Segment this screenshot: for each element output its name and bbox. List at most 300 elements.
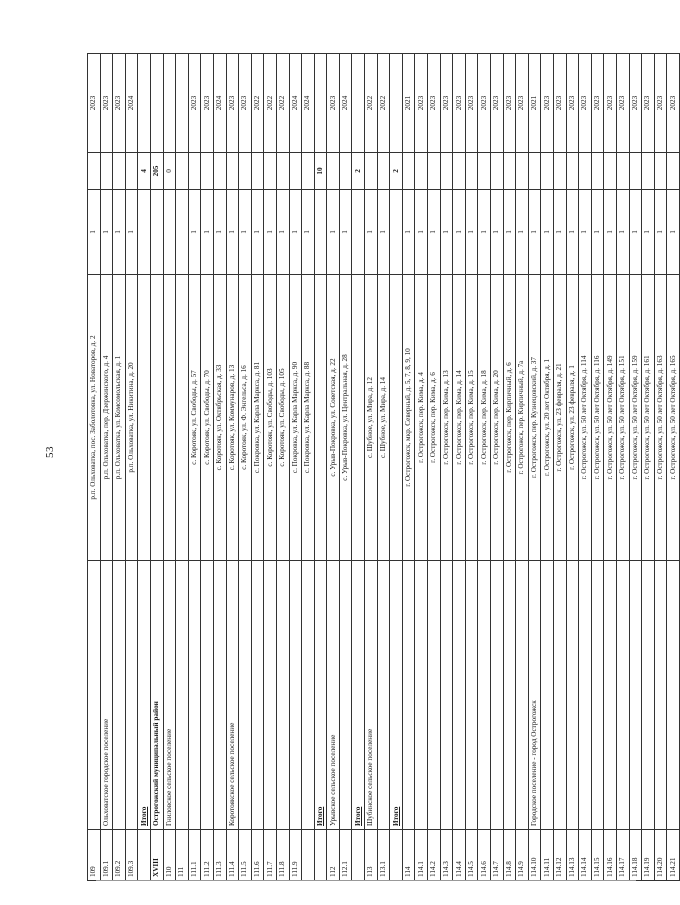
settlement-name-cell: [188, 561, 201, 830]
total-cell: [516, 153, 529, 190]
count-cell: 1: [667, 190, 680, 275]
row-number-cell: 114.17: [616, 830, 629, 881]
total-cell: 10: [314, 153, 327, 190]
settlement-name-cell: Урывское сельское поселение: [327, 561, 340, 830]
settlement-name-cell: Коротоякское сельское поселение: [226, 561, 239, 830]
table-row: [150, 54, 163, 881]
settlement-name-cell: [566, 561, 579, 830]
count-cell: 1: [377, 190, 390, 275]
settlement-name-cell: [302, 561, 315, 830]
settlement-name-cell: [516, 561, 529, 830]
row-number-cell: 111.6: [251, 830, 264, 881]
row-number-cell: XVIII: [150, 830, 163, 881]
address-cell: г. Острогожск, ул. 50 лет Октября, д. 151: [616, 275, 629, 561]
count-cell: 1: [239, 190, 252, 275]
table-row: [365, 54, 378, 881]
year-cell: 2023: [327, 54, 340, 153]
row-number-cell: [352, 830, 365, 881]
total-cell: 0: [163, 153, 176, 190]
count-cell: 1: [553, 190, 566, 275]
total-cell: [415, 153, 428, 190]
settlement-name-cell: [654, 561, 667, 830]
settlement-name-cell: [629, 561, 642, 830]
table-row: [465, 54, 478, 881]
settlement-name-cell: [667, 561, 680, 830]
count-cell: 1: [591, 190, 604, 275]
address-cell: с. Шубное, ул. Мира, д. 12: [365, 275, 378, 561]
row-number-cell: 109.3: [125, 830, 138, 881]
settlement-name-cell: [604, 561, 617, 830]
address-cell: с. Покровка, ул. Карла Маркса, д. 88: [302, 275, 315, 561]
row-number-cell: 113: [365, 830, 378, 881]
count-cell: 1: [251, 190, 264, 275]
count-cell: 1: [465, 190, 478, 275]
count-cell: 1: [453, 190, 466, 275]
row-number-cell: 114.13: [566, 830, 579, 881]
year-cell: 2023: [591, 54, 604, 153]
total-cell: [377, 153, 390, 190]
count-cell: [176, 190, 189, 275]
address-cell: г. Острогожск, ул. 23 февраля, д. 21: [553, 275, 566, 561]
count-cell: 1: [302, 190, 315, 275]
year-cell: 2023: [491, 54, 504, 153]
row-number-cell: 114: [402, 830, 415, 881]
year-cell: 2022: [276, 54, 289, 153]
settlement-name-cell: [453, 561, 466, 830]
total-cell: [402, 153, 415, 190]
settlement-name-cell: [415, 561, 428, 830]
total-cell: [667, 153, 680, 190]
row-number-cell: 114.21: [667, 830, 680, 881]
year-cell: 2022: [264, 54, 277, 153]
settlement-name-cell: Итого: [390, 561, 403, 830]
address-cell: г. Острогожск, пер. Кима, д. 4: [415, 275, 428, 561]
settlement-name-cell: [125, 561, 138, 830]
address-cell: г. Острогожск, пер. Кима, д. 14: [453, 275, 466, 561]
address-cell: г. Острогожск, пер. Кирпичный, д. 7а: [516, 275, 529, 561]
table-row: [377, 54, 390, 881]
row-number-cell: 111: [176, 830, 189, 881]
year-cell: 2023: [100, 54, 113, 153]
row-number-cell: [302, 830, 315, 881]
row-number-cell: 109.1: [100, 830, 113, 881]
row-number-cell: 111.2: [201, 830, 214, 881]
row-number-cell: 114.11: [541, 830, 554, 881]
total-cell: [100, 153, 113, 190]
row-number-cell: 109.2: [113, 830, 126, 881]
address-cell: [138, 275, 151, 561]
total-cell: [616, 153, 629, 190]
table-row: [402, 54, 415, 881]
address-cell: [352, 275, 365, 561]
row-number-cell: [390, 830, 403, 881]
count-cell: 1: [276, 190, 289, 275]
row-number-cell: 112: [327, 830, 340, 881]
address-cell: с. Коротояк, ул. Свободы, д. 105: [276, 275, 289, 561]
address-cell: г. Острогожск, пер. Кима, д. 13: [440, 275, 453, 561]
address-cell: г. Острогожск, пер. Кима, д. 20: [491, 275, 504, 561]
year-cell: 2024: [125, 54, 138, 153]
total-cell: [264, 153, 277, 190]
year-cell: 2023: [553, 54, 566, 153]
table-row: [176, 54, 189, 881]
year-cell: 2023: [415, 54, 428, 153]
address-cell: [163, 275, 176, 561]
row-number-cell: 114.6: [478, 830, 491, 881]
address-cell: [314, 275, 327, 561]
count-cell: 1: [100, 190, 113, 275]
table-row: [415, 54, 428, 881]
count-cell: 1: [642, 190, 655, 275]
table-row: [327, 54, 340, 881]
table-row: [352, 54, 365, 881]
table-row: [188, 54, 201, 881]
year-cell: 2023: [642, 54, 655, 153]
settlement-name-cell: [251, 561, 264, 830]
row-number-cell: 113.1: [377, 830, 390, 881]
total-cell: [579, 153, 592, 190]
year-cell: 2023: [654, 54, 667, 153]
year-cell: 2023: [113, 54, 126, 153]
address-cell: с. Покровка, ул. Карла Маркса, д. 90: [289, 275, 302, 561]
total-cell: 2: [390, 153, 403, 190]
address-cell: г. Острогожск, ул. 50 лет Октября, д. 159: [629, 275, 642, 561]
row-number-cell: 114.1: [415, 830, 428, 881]
table-row: [100, 54, 113, 881]
total-cell: 4: [138, 153, 151, 190]
settlement-name-cell: [541, 561, 554, 830]
year-cell: [150, 54, 163, 153]
count-cell: 1: [213, 190, 226, 275]
table-row: [491, 54, 504, 881]
table-row: [642, 54, 655, 881]
year-cell: 2022: [251, 54, 264, 153]
count-cell: 1: [88, 190, 101, 275]
table-row: [667, 54, 680, 881]
row-number-cell: 111.1: [188, 830, 201, 881]
year-cell: 2023: [604, 54, 617, 153]
total-cell: [528, 153, 541, 190]
count-cell: 1: [226, 190, 239, 275]
year-cell: 2023: [541, 54, 554, 153]
address-cell: г. Острогожск, ул. 50 лет Октября, д. 149: [604, 275, 617, 561]
rotated-table-sheet: [87, 95, 677, 881]
row-number-cell: 111.7: [264, 830, 277, 881]
total-cell: [503, 153, 516, 190]
address-cell: г. Острогожск, ул. 50 лет Октября, д. 116: [591, 275, 604, 561]
row-number-cell: 114.5: [465, 830, 478, 881]
address-cell: г. Острогожск, пер. Кима, д. 18: [478, 275, 491, 561]
settlement-name-cell: Шубинское сельское поселение: [365, 561, 378, 830]
settlement-name-cell: [113, 561, 126, 830]
year-cell: 2023: [201, 54, 214, 153]
settlement-name-cell: [213, 561, 226, 830]
count-cell: 1: [616, 190, 629, 275]
table-row: [138, 54, 151, 881]
settlement-name-cell: [642, 561, 655, 830]
count-cell: 1: [201, 190, 214, 275]
total-cell: [654, 153, 667, 190]
year-cell: 2023: [667, 54, 680, 153]
table-row: [302, 54, 315, 881]
count-cell: 1: [478, 190, 491, 275]
address-cell: г. Острогожск, ул. 23 февраля, д. 1: [566, 275, 579, 561]
settlement-name-cell: [276, 561, 289, 830]
year-cell: 2024: [302, 54, 315, 153]
count-cell: 1: [365, 190, 378, 275]
total-cell: [251, 153, 264, 190]
settlement-name-cell: [339, 561, 352, 830]
total-cell: [566, 153, 579, 190]
address-cell: г. Острогожск, пер. Кима, д. 6: [428, 275, 441, 561]
count-cell: 1: [402, 190, 415, 275]
bottom-rule: [96, 880, 636, 881]
year-cell: [352, 54, 365, 153]
settlement-name-cell: Городское поселение - город Острогожск: [528, 561, 541, 830]
total-cell: [125, 153, 138, 190]
address-cell: [150, 275, 163, 561]
count-cell: 1: [415, 190, 428, 275]
row-number-cell: [314, 830, 327, 881]
year-cell: 2023: [516, 54, 529, 153]
total-cell: [465, 153, 478, 190]
total-cell: [239, 153, 252, 190]
settlement-name-cell: Гниловское сельское поселение: [163, 561, 176, 830]
table-row: [213, 54, 226, 881]
total-cell: [289, 153, 302, 190]
total-cell: [541, 153, 554, 190]
row-number-cell: 111.3: [213, 830, 226, 881]
year-cell: 2023: [579, 54, 592, 153]
address-cell: с. Коротояк, ул. Свободы, д. 70: [201, 275, 214, 561]
row-number-cell: 114.2: [428, 830, 441, 881]
table-row: [125, 54, 138, 881]
year-cell: 2023: [239, 54, 252, 153]
year-cell: [314, 54, 327, 153]
settlement-name-cell: [465, 561, 478, 830]
count-cell: 1: [491, 190, 504, 275]
row-number-cell: 114.18: [629, 830, 642, 881]
count-cell: 1: [604, 190, 617, 275]
count-cell: 1: [566, 190, 579, 275]
address-cell: р.п. Ольховатка, пер. Дзержинского, д. 4: [100, 275, 113, 561]
year-cell: 2024: [289, 54, 302, 153]
table-row: [276, 54, 289, 881]
year-cell: 2023: [188, 54, 201, 153]
row-number-cell: 110: [163, 830, 176, 881]
address-cell: с. Коротояк, ул. Свободы, д. 103: [264, 275, 277, 561]
table-row: [314, 54, 327, 881]
total-cell: [176, 153, 189, 190]
total-cell: [453, 153, 466, 190]
count-cell: [314, 190, 327, 275]
total-cell: [478, 153, 491, 190]
table-row: [289, 54, 302, 881]
total-cell: [213, 153, 226, 190]
count-cell: 1: [188, 190, 201, 275]
address-cell: р.п. Ольховатка, ул. Комсомольская, д. 1: [113, 275, 126, 561]
table-row: [251, 54, 264, 881]
total-cell: [339, 153, 352, 190]
settlement-name-cell: Острогожский муниципальный район: [150, 561, 163, 830]
year-cell: 2023: [503, 54, 516, 153]
table-row: [428, 54, 441, 881]
row-number-cell: [138, 830, 151, 881]
row-number-cell: 114.16: [604, 830, 617, 881]
row-number-cell: 114.15: [591, 830, 604, 881]
table-row: [113, 54, 126, 881]
total-cell: [642, 153, 655, 190]
table-row: [528, 54, 541, 881]
count-cell: 1: [113, 190, 126, 275]
address-cell: с. Коротояк, ул. Свободы, д. 57: [188, 275, 201, 561]
table-row: [201, 54, 214, 881]
row-number-cell: 111.4: [226, 830, 239, 881]
address-cell: г. Острогожск, ул. 20 лет Октября, д. 1: [541, 275, 554, 561]
settlement-name-cell: Итого: [138, 561, 151, 830]
settlement-name-cell: [579, 561, 592, 830]
count-cell: 1: [440, 190, 453, 275]
address-cell: г. Острогожск, пер. Кима, д. 15: [465, 275, 478, 561]
address-cell: г. Острогожск, ул. 50 лет Октября, д. 161: [642, 275, 655, 561]
row-number-cell: 111.9: [289, 830, 302, 881]
year-cell: [138, 54, 151, 153]
table-row: [163, 54, 176, 881]
settlement-name-cell: [88, 561, 101, 830]
count-cell: 1: [579, 190, 592, 275]
year-cell: 2023: [440, 54, 453, 153]
total-cell: [201, 153, 214, 190]
row-number-cell: 111.8: [276, 830, 289, 881]
table-row: [629, 54, 642, 881]
count-cell: [390, 190, 403, 275]
page-number: 53: [44, 446, 56, 458]
settlement-name-cell: [264, 561, 277, 830]
settlement-name-cell: [591, 561, 604, 830]
total-cell: 205: [150, 153, 163, 190]
total-cell: [276, 153, 289, 190]
total-cell: [226, 153, 239, 190]
address-cell: г. Острогожск, мкр. Северный, д. 5, 7, 8, 9, 10: [402, 275, 415, 561]
year-cell: 2023: [566, 54, 579, 153]
table-row: [541, 54, 554, 881]
row-number-cell: 114.3: [440, 830, 453, 881]
count-cell: 1: [428, 190, 441, 275]
count-cell: [138, 190, 151, 275]
table-row: [616, 54, 629, 881]
settlement-name-cell: [239, 561, 252, 830]
address-cell: с. Коротояк, ул. Октябрьская, д. 33: [213, 275, 226, 561]
table-row: [339, 54, 352, 881]
address-cell: с. Урыв-Покровка, ул. Советская, д. 22: [327, 275, 340, 561]
row-number-cell: 114.12: [553, 830, 566, 881]
total-cell: [188, 153, 201, 190]
year-cell: 2021: [402, 54, 415, 153]
row-number-cell: 112.1: [339, 830, 352, 881]
table-row: [453, 54, 466, 881]
table-row: [478, 54, 491, 881]
count-cell: 1: [125, 190, 138, 275]
row-number-cell: 114.10: [528, 830, 541, 881]
address-cell: г. Острогожск, ул. 50 лет Октября, д. 163: [654, 275, 667, 561]
total-cell: [591, 153, 604, 190]
settlement-name-cell: [553, 561, 566, 830]
address-cell: г. Острогожск, ул. 50 лет Октября, д. 114: [579, 275, 592, 561]
count-cell: 1: [528, 190, 541, 275]
address-cell: г. Острогожск, пер. Кузнецовский, д. 37: [528, 275, 541, 561]
year-cell: [390, 54, 403, 153]
year-cell: 2022: [365, 54, 378, 153]
address-cell: с. Урыв-Покровка, ул. Центральная, д. 28: [339, 275, 352, 561]
table-row: [566, 54, 579, 881]
settlement-name-cell: [440, 561, 453, 830]
count-cell: [150, 190, 163, 275]
year-cell: 2023: [629, 54, 642, 153]
address-cell: с. Шубное, ул. Мира, д. 14: [377, 275, 390, 561]
table-row: [88, 54, 101, 881]
settlement-name-cell: [491, 561, 504, 830]
table-body: [88, 54, 680, 881]
year-cell: [176, 54, 189, 153]
address-cell: с. Покровка, ул. Карла Маркса, д. 81: [251, 275, 264, 561]
address-cell: с. Коротояк, ул. Ф. Энгельса, д. 16: [239, 275, 252, 561]
address-cell: р.п. Ольховатка, пос. Заболотовка, ул. Новаторов, д. 2: [88, 275, 101, 561]
row-number-cell: 114.4: [453, 830, 466, 881]
address-cell: [176, 275, 189, 561]
total-cell: [604, 153, 617, 190]
count-cell: 1: [264, 190, 277, 275]
count-cell: 1: [654, 190, 667, 275]
table-row: [516, 54, 529, 881]
row-number-cell: 114.8: [503, 830, 516, 881]
year-cell: 2023: [478, 54, 491, 153]
table-row: [264, 54, 277, 881]
total-cell: [440, 153, 453, 190]
year-cell: 2024: [213, 54, 226, 153]
table-row: [604, 54, 617, 881]
count-cell: 1: [289, 190, 302, 275]
count-cell: 1: [339, 190, 352, 275]
count-cell: 1: [629, 190, 642, 275]
year-cell: 2023: [616, 54, 629, 153]
settlement-name-cell: Ольховатское городское поселение: [100, 561, 113, 830]
settlement-name-cell: Итого: [352, 561, 365, 830]
settlement-name-cell: [478, 561, 491, 830]
count-cell: 1: [503, 190, 516, 275]
settlement-name-cell: [377, 561, 390, 830]
row-number-cell: 114.14: [579, 830, 592, 881]
count-cell: 1: [327, 190, 340, 275]
count-cell: [163, 190, 176, 275]
address-cell: [390, 275, 403, 561]
settlement-name-cell: [201, 561, 214, 830]
total-cell: [553, 153, 566, 190]
year-cell: 2022: [377, 54, 390, 153]
total-cell: 2: [352, 153, 365, 190]
address-cell: р.п. Ольховатка, ул. Никитина, д. 20: [125, 275, 138, 561]
table-row: [440, 54, 453, 881]
settlement-name-cell: Итого: [314, 561, 327, 830]
table-row: [579, 54, 592, 881]
table-row: [239, 54, 252, 881]
year-cell: 2023: [453, 54, 466, 153]
row-number-cell: 114.9: [516, 830, 529, 881]
count-cell: [352, 190, 365, 275]
housing-program-table: [87, 53, 680, 881]
total-cell: [302, 153, 315, 190]
total-cell: [327, 153, 340, 190]
year-cell: [163, 54, 176, 153]
